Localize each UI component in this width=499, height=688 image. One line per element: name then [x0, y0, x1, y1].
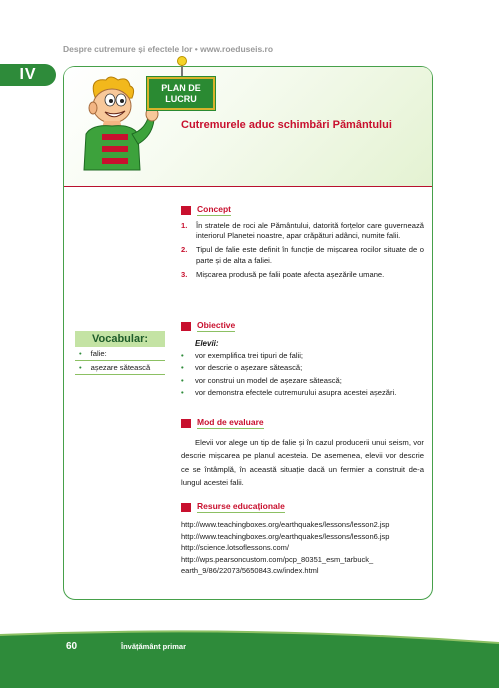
vocabulary-term: așezare sătească — [90, 363, 151, 372]
section-marker-icon — [181, 503, 191, 512]
evaluation-heading-label: Mod de evaluare — [197, 417, 264, 427]
plan-badge-line1: PLAN DE — [161, 82, 201, 93]
concept-heading — [181, 204, 231, 216]
footer-band — [0, 629, 499, 688]
list-item — [181, 270, 424, 280]
vocabulary-heading: Vocabular: — [75, 331, 165, 347]
item-text: Tipul de falie este definit în funcție de mișcarea rocilor situate de o parte și de alta a faliei. — [196, 245, 424, 265]
resource-link[interactable]: http://science.lotsoflessons.com/ — [181, 543, 289, 553]
concept-list — [181, 221, 424, 284]
objective-list — [181, 350, 424, 400]
vocabulary-term: falie: — [90, 349, 107, 358]
resource-link[interactable]: earth_9/86/22073/5650843.cw/index.html — [181, 566, 319, 576]
section-marker-icon — [181, 419, 191, 428]
item-text: În stratele de roci ale Pământului, datorită forțelor care guvernează interiorul Planetei noastre, apar crăpături adânci, numite falii. — [196, 221, 424, 241]
footer-title: Învățământ primar — [121, 642, 187, 651]
resource-link[interactable]: http://www.teachingboxes.org/earthquakes/lessons/lesson6.jsp — [181, 531, 390, 541]
bullet-icon: • — [181, 388, 184, 398]
resources-list — [181, 519, 426, 577]
item-number: 3. — [181, 269, 188, 279]
list-item — [181, 245, 424, 265]
concept-heading-label: Concept — [197, 204, 231, 214]
item-text: vor construi un model de așezare sătească; — [195, 375, 342, 385]
resources-heading-label: Resurse educaționale — [197, 501, 285, 511]
item-text: vor descrie o așezare sătească; — [195, 363, 303, 373]
plan-badge-line2: LUCRU — [165, 93, 197, 104]
evaluation-text: Elevii vor alege un tip de falie și în cazul producerii unui seism, vor descrie mișcarea pe planul acesteia. De asemenea, elevii vor descrie ce se întâmplă, în această situație dacă un fermier a construit de-a lungul acestei falii. — [181, 438, 424, 488]
bullet-icon: • — [79, 349, 82, 358]
evaluation-heading — [181, 417, 264, 429]
objective-heading-label: Obiective — [197, 320, 236, 330]
list-item — [181, 362, 424, 374]
unit-tab: IV — [0, 64, 56, 86]
item-number: 2. — [181, 245, 188, 255]
vocabulary-item — [75, 361, 165, 375]
bullet-icon: • — [181, 351, 184, 360]
page-number: 60 — [66, 641, 78, 652]
section-marker-icon — [181, 206, 191, 215]
item-number: 1. — [181, 221, 188, 230]
resource-link[interactable]: http://wps.pearsoncustom.com/pcp_80351_esm_tarbuck_ — [181, 554, 374, 564]
list-item — [181, 221, 424, 241]
resources-heading — [181, 501, 285, 513]
item-text: vor demonstra efectele cutremurului asupra acestei așezări. — [195, 388, 397, 398]
pin-icon — [177, 56, 187, 66]
vocabulary-box — [75, 331, 165, 375]
running-header: Despre cutremure și efectele lor • www.roeduseis.ro — [63, 44, 274, 54]
bullet-icon: • — [181, 363, 184, 373]
list-item — [181, 350, 424, 362]
resource-link[interactable]: http://www.teachingboxes.org/earthquakes/lessons/lesson2.jsp — [181, 520, 390, 529]
objective-lead: Elevii: — [195, 339, 219, 348]
bullet-icon: • — [181, 375, 184, 385]
lesson-title: Cutremurele aduc schimbări Pământului — [181, 119, 392, 131]
vocabulary-item — [75, 347, 165, 361]
objective-heading — [181, 320, 235, 332]
section-marker-icon — [181, 322, 191, 331]
bullet-icon: • — [79, 363, 82, 372]
item-text: vor exemplifica trei tipuri de falii; — [195, 351, 304, 360]
list-item — [181, 375, 424, 387]
item-text: Mișcarea produsă pe falii poate afecta așezările umane. — [196, 269, 385, 279]
plan-badge — [147, 77, 215, 110]
list-item — [181, 387, 424, 399]
